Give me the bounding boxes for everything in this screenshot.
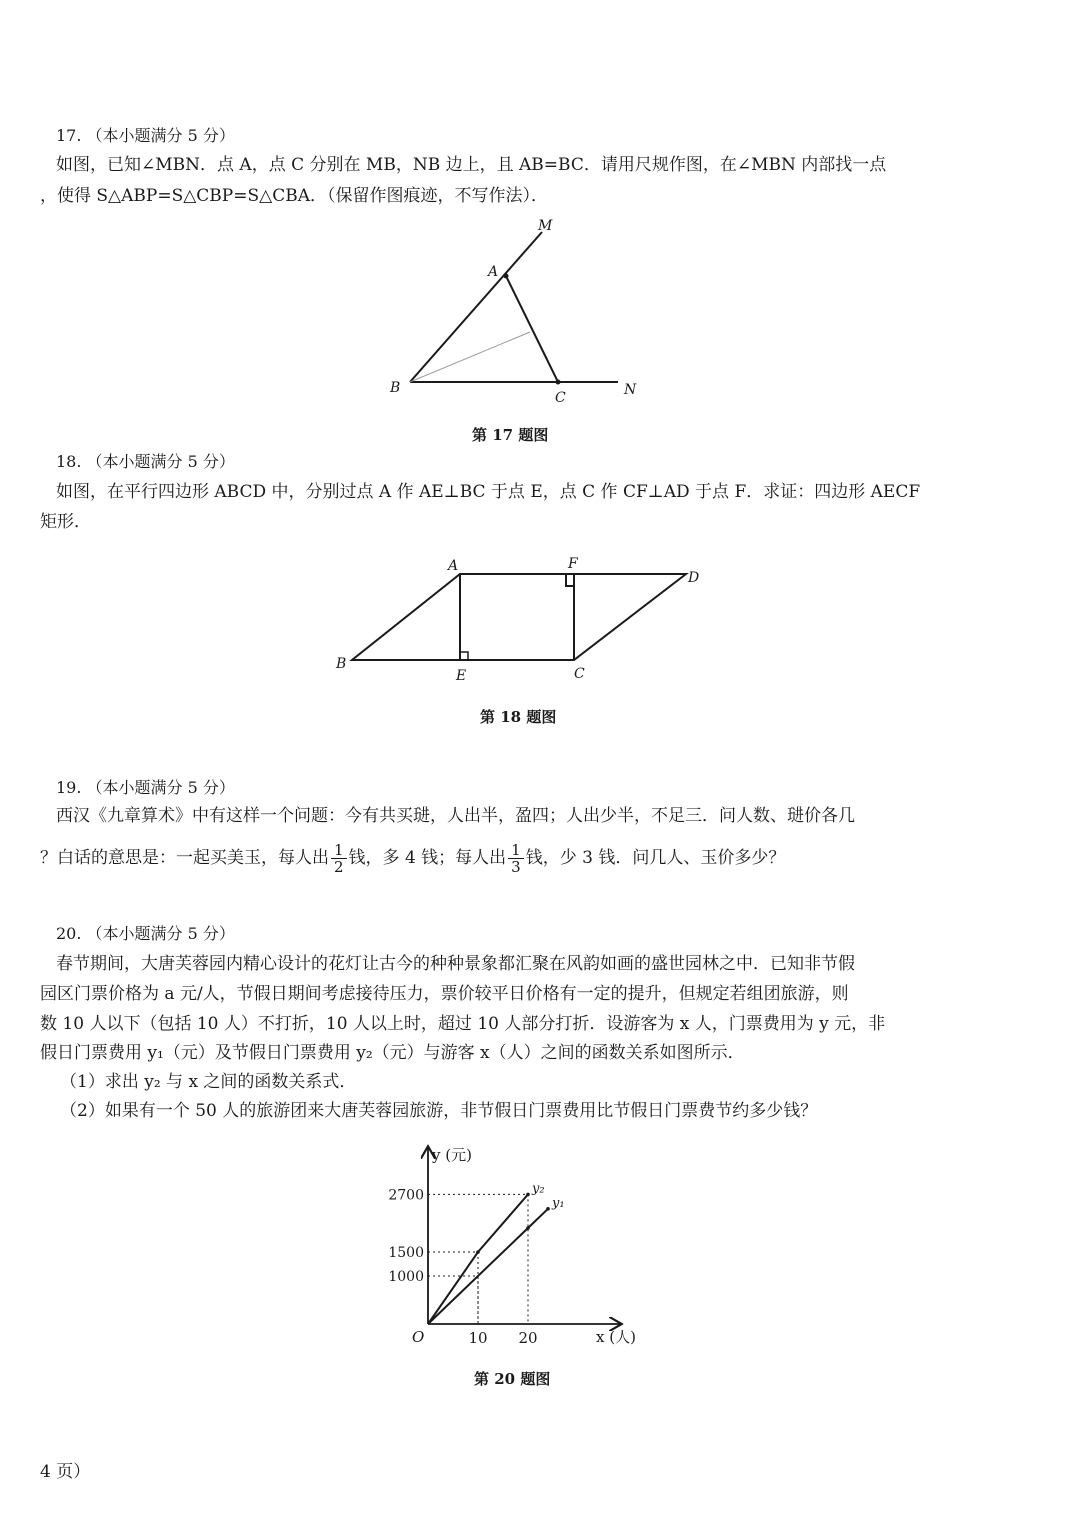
q18-label-c: C [574,666,585,682]
series-label-1: y₁ [552,1195,565,1211]
q17-figure [380,210,660,410]
q20-line2: 园区门票价格为 a 元/人，节假日期间考虑接待压力，票价较平日价格有一定的提升，但规定若组团旅游，则 [40,984,849,1004]
q20-caption: 第 20 题图 [474,1370,551,1388]
series-label-0: y₂ [532,1181,545,1197]
q19-frac2-numerator: 1 [508,842,524,859]
q17-header: 17. （本小题满分 5 分） [56,126,235,145]
q18-header: 18. （本小题满分 5 分） [56,452,235,471]
q18-label-b: B [336,656,347,672]
q18-label-a: A [448,558,459,574]
y-axis-label: y (元) [432,1146,472,1164]
q18-line2: 矩形． [40,512,91,532]
q17-faint-line [410,332,530,382]
y-tick-0: 1000 [388,1269,424,1285]
q17-label-n: N [624,382,637,398]
q18-line1: 如图，在平行四边形 ABCD 中，分别过点 A 作 AE⊥BC 于点 E，点 C 作 CF⊥AD 于点 F．求证：四边形 AECF [56,482,921,502]
q18-figure [330,550,710,690]
q17-segment-ac [506,276,558,382]
origin-label: O [412,1328,425,1346]
y-tick-2: 2700 [388,1187,424,1204]
y-tick-1: 1500 [388,1245,424,1261]
x-tick-1: 20 [518,1329,538,1347]
q18-right-angle-e [460,652,468,660]
series-line-1 [428,1209,548,1324]
q19-frac1-numerator: 1 [331,842,347,859]
q20-line1: 春节期间，大唐芙蓉园内精心设计的花灯让古今的种种景象都汇聚在风韵如画的盛世园林之中．已知非节假 [56,954,855,974]
q17-label-c: C [555,390,566,406]
q17-label-b: B [390,380,401,396]
q17-label-a: A [488,264,499,280]
q17-point-c [556,380,561,385]
series-1-point-2 [546,1207,550,1211]
q18-parallelogram [352,574,686,660]
series-0-point-1 [476,1250,480,1254]
q18-label-d: D [688,570,700,586]
q19-frac1-denominator: 2 [334,858,344,876]
q17-point-a [504,274,509,279]
q17-line2: ，使得 S△ABP=S△CBP=S△CBA．（保留作图痕迹，不写作法）． [40,186,548,206]
q18-caption: 第 18 题图 [480,708,557,726]
q19-frac2-denominator: 3 [511,858,521,876]
x-tick-0: 10 [468,1329,488,1347]
q19-line2-part-a: ？白话的意思是：一起买美玉，每人出 [40,848,329,868]
q17-line1: 如图，已知∠MBN．点 A，点 C 分别在 MB，NB 边上，且 AB=BC．请用尺规作图，在∠MBN 内部找一点 [56,155,887,175]
q17-label-m: M [538,218,553,234]
q18-label-e: E [456,668,467,684]
q18-right-angle-f [566,574,574,586]
q19-line2 [40,838,785,878]
series-line-0 [428,1194,528,1324]
q20-sub1: （1）求出 y₂ 与 x 之间的函数关系式． [60,1072,357,1092]
q19-fraction-half [331,842,347,875]
q19-line2-part-b: 钱，多 4 钱；每人出 [348,848,507,868]
q20-sub2: （2）如果有一个 50 人的旅游团来大唐芙蓉园旅游，非节假日门票费用比节假日门票费节约多少钱？ [60,1101,818,1121]
q17-caption: 第 17 题图 [472,426,549,444]
q20-line3: 数 10 人以下（包括 10 人）不打折，10 人以上时，超过 10 人部分打折．设游客为 x 人，门票费用为 y 元，非 [40,1014,886,1034]
page-number: 4 页） [40,1462,91,1482]
q19-line2-part-c: 钱，少 3 钱．问几人、玉价多少？ [525,848,786,868]
x-axis-label: x (人) [596,1328,636,1346]
series-0-point-2 [526,1193,530,1197]
q20-header: 20. （本小题满分 5 分） [56,924,235,943]
q19-fraction-third [508,842,524,875]
q18-label-f: F [568,556,578,572]
q19-line1: 西汉《九章算术》中有这样一个问题：今有共买琎，人出半，盈四；人出少半，不足三．问人数、琎价各几 [56,806,855,826]
series-1-point-1 [526,1226,530,1230]
q20-chart [370,1138,670,1358]
q20-line4: 假日门票费用 y₁（元）及节假日门票费用 y₂（元）与游客 x（人）之间的函数关系如图所示． [40,1043,745,1063]
q19-header: 19. （本小题满分 5 分） [56,778,235,797]
